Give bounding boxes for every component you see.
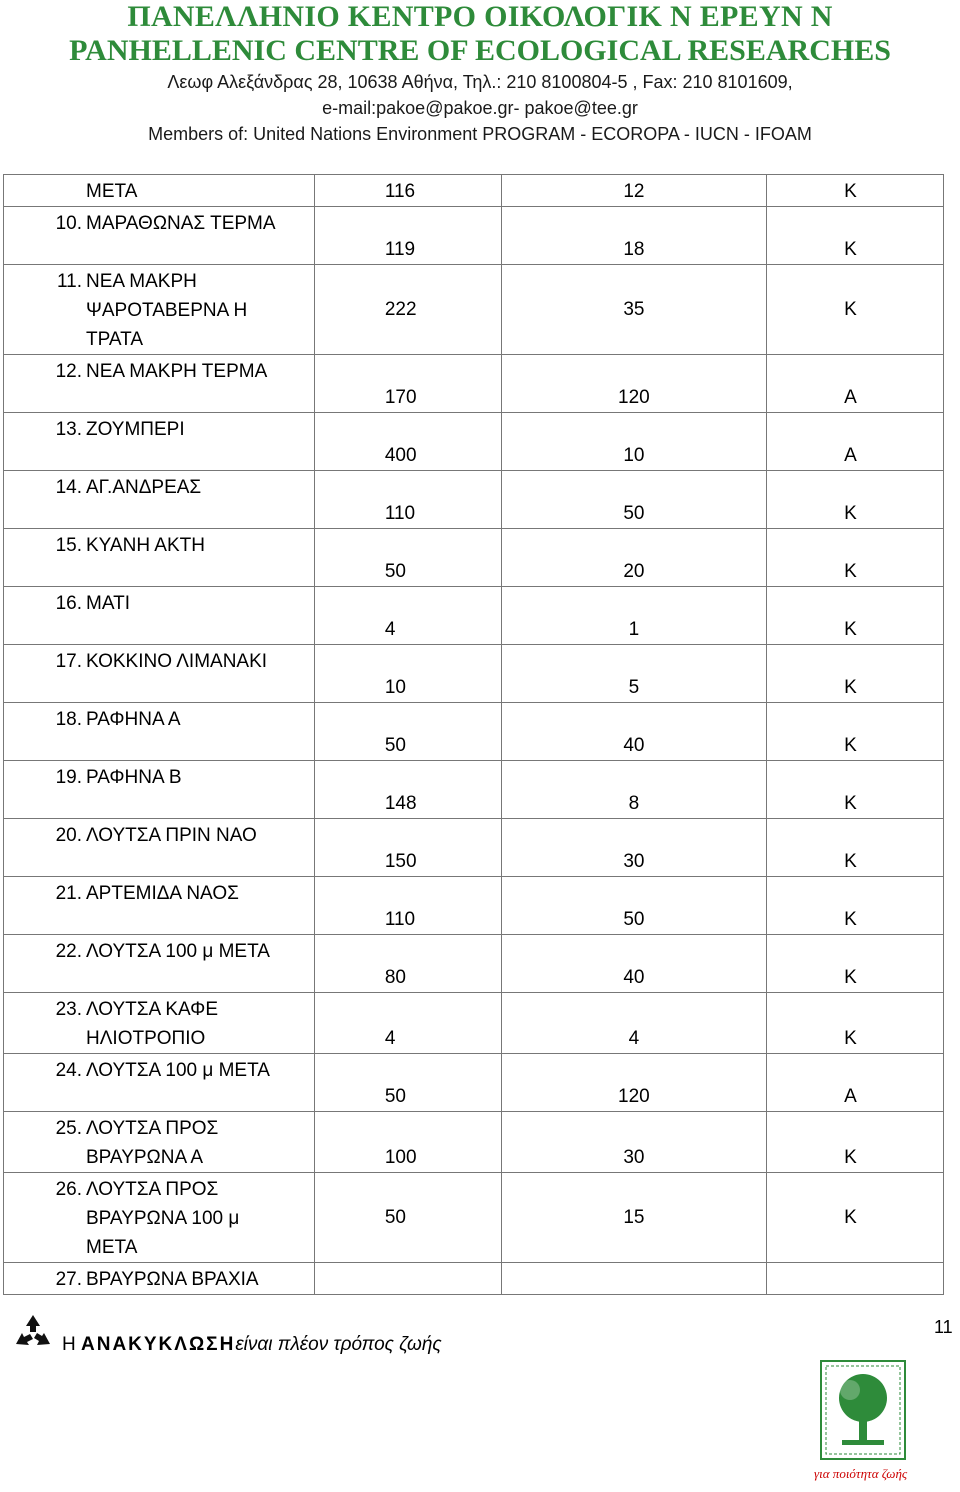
table-row: [4, 819, 944, 877]
value-1-cell: [314, 935, 501, 993]
station-number: 15.: [55, 535, 82, 556]
table-row: [4, 471, 944, 529]
value-1-value: 148: [384, 793, 417, 814]
station-name-cell: [4, 587, 315, 645]
class-cell: [767, 175, 944, 207]
class-cell: [767, 355, 944, 413]
value-1-value: 50: [384, 1207, 406, 1228]
value-2-cell: [501, 355, 767, 413]
value-2-value: 30: [623, 1147, 645, 1168]
station-name-line: ΖΟΥΜΠΕΡΙ: [86, 419, 185, 440]
station-number: 21.: [55, 883, 82, 904]
value-1-value: 4: [384, 1028, 396, 1049]
value-1-value: 50: [384, 1086, 406, 1107]
station-number: 26.: [55, 1179, 82, 1200]
station-name-cell: [4, 265, 315, 355]
value-2-value: 8: [628, 793, 640, 814]
class-cell: [767, 1112, 944, 1173]
station-number: 13.: [55, 419, 82, 440]
value-2-cell: [501, 175, 767, 207]
value-2-cell: [501, 935, 767, 993]
table-body: [4, 175, 944, 1295]
class-cell: [767, 265, 944, 355]
station-name-line: ΛΟΥΤΣΑ ΠΡΟΣ: [86, 1179, 219, 1200]
table-row: [4, 1173, 944, 1263]
class-value: Α: [844, 445, 857, 466]
station-name-line: ΨΑΡΟΤΑΒΕΡΝΑ Η: [86, 300, 248, 321]
page-number: 11: [934, 1317, 953, 1337]
station-name-line: ΛΟΥΤΣΑ ΠΡΟΣ: [86, 1118, 219, 1139]
station-name-line: ΛΟΥΤΣΑ 100 μ ΜΕΤΑ: [86, 1060, 270, 1081]
station-number: 19.: [55, 767, 82, 788]
class-cell: [767, 935, 944, 993]
value-2-cell: [501, 587, 767, 645]
value-1-value: 170: [384, 387, 417, 408]
value-2-value: 35: [623, 299, 645, 320]
class-cell: [767, 413, 944, 471]
station-name-line: ΡΑΦΗΝΑ Α: [86, 709, 181, 730]
table-row: [4, 703, 944, 761]
value-2-cell: [501, 1263, 767, 1295]
class-value: Κ: [844, 1207, 857, 1228]
value-1-cell: [314, 413, 501, 471]
station-number: 23.: [55, 999, 82, 1020]
class-value: Κ: [844, 735, 857, 756]
station-name-line: ΗΛΙΟΤΡΟΠΙΟ: [86, 1028, 206, 1049]
table-row: [4, 529, 944, 587]
value-2-cell: [501, 1173, 767, 1263]
class-cell: [767, 703, 944, 761]
value-2-value: 12: [623, 181, 645, 202]
value-2-value: 18: [623, 239, 645, 260]
value-1-cell: [314, 1173, 501, 1263]
station-name-line: ΒΡΑΥΡΩΝΑ Α: [86, 1147, 203, 1168]
station-name-cell: [4, 935, 315, 993]
table-row: [4, 1263, 944, 1295]
value-1-cell: [314, 207, 501, 265]
station-number: 16.: [55, 593, 82, 614]
table-row: [4, 1112, 944, 1173]
station-number: 11.: [56, 271, 82, 292]
value-2-cell: [501, 1054, 767, 1112]
value-2-value: 15: [623, 1207, 645, 1228]
station-number: [4, 177, 86, 206]
value-1-value: 110: [384, 503, 416, 524]
station-name-line: ΜΕΤΑ: [86, 1237, 138, 1258]
value-2-cell: [501, 645, 767, 703]
class-value: Κ: [844, 503, 857, 524]
value-1-value: 4: [384, 619, 396, 640]
station-name-cell: [4, 703, 315, 761]
table-row: [4, 207, 944, 265]
class-value: Κ: [844, 1028, 857, 1049]
class-cell: [767, 207, 944, 265]
station-number: 10.: [55, 213, 82, 234]
station-name-cell: [4, 1054, 315, 1112]
value-1-value: 50: [384, 561, 406, 582]
station-name-line: ΑΓ.ΑΝΔΡΕΑΣ: [86, 477, 202, 498]
value-2-cell: [501, 1112, 767, 1173]
value-1-value: 116: [384, 181, 416, 202]
value-2-cell: [501, 413, 767, 471]
value-2-cell: [501, 265, 767, 355]
value-2-cell: [501, 703, 767, 761]
station-name-line: ΝΕΑ ΜΑΚΡΗ: [86, 271, 197, 292]
station-name-cell: [4, 175, 315, 207]
station-number: 22.: [55, 941, 82, 962]
value-2-value: 120: [618, 387, 650, 408]
class-value: Κ: [844, 1147, 857, 1168]
station-name-cell: [4, 993, 315, 1054]
class-value: Κ: [844, 967, 857, 988]
class-value: Κ: [844, 239, 857, 260]
value-1-value: 50: [384, 735, 406, 756]
org-address: Λεωφ Αλεξάνδρας 28, 10638 Αθήνα, Τηλ.: 210 8100804-5 , Fax: 210 8101609,: [167, 72, 793, 92]
value-1-cell: [314, 703, 501, 761]
station-name-line: ΤΡΑΤΑ: [86, 329, 143, 350]
class-cell: [767, 1054, 944, 1112]
slogan-tail: είναι πλέον τρόπος ζωής: [235, 1334, 442, 1355]
value-2-value: 5: [628, 677, 640, 698]
class-cell: [767, 1173, 944, 1263]
value-1-cell: [314, 355, 501, 413]
class-value: Α: [844, 387, 857, 408]
station-name-line: ΛΟΥΤΣΑ ΠΡΙΝ ΝΑΟ: [86, 825, 257, 846]
recycling-slogan: [62, 1334, 442, 1356]
class-cell: [767, 645, 944, 703]
table-row: [4, 1054, 944, 1112]
station-name-line: ΚΟΚΚΙΝΟ ΛΙΜΑΝΑΚΙ: [86, 651, 268, 672]
value-1-cell: [314, 761, 501, 819]
station-name-line: ΡΑΦΗΝΑ Β: [86, 767, 182, 788]
class-value: Κ: [844, 851, 857, 872]
value-1-value: 222: [384, 299, 417, 320]
value-2-cell: [501, 877, 767, 935]
value-1-cell: [314, 587, 501, 645]
table-row: [4, 175, 944, 207]
class-value: Κ: [844, 793, 857, 814]
station-name-cell: [4, 207, 315, 265]
org-email: e-mail:pakoe@pakoe.gr- pakoe@tee.gr: [322, 98, 638, 118]
station-number: 12.: [55, 361, 82, 382]
value-2-value: 30: [623, 851, 645, 872]
value-1-cell: [314, 645, 501, 703]
value-2-value: 40: [623, 967, 645, 988]
slogan-recycling: ΑΝΑΚΥΚΛΩΣΗ: [81, 1334, 236, 1355]
station-name-cell: [4, 355, 315, 413]
value-1-cell: [314, 819, 501, 877]
class-cell: [767, 1263, 944, 1295]
value-1-cell: [314, 1054, 501, 1112]
table-row: [4, 265, 944, 355]
station-name-line: ΒΡΑΥΡΩΝΑ 100 μ: [86, 1208, 240, 1229]
measurements-table: [3, 174, 944, 1295]
station-number: 20.: [55, 825, 82, 846]
station-name-cell: [4, 1263, 315, 1295]
station-name-line: ΚΥΑΝΗ ΑΚΤΗ: [86, 535, 205, 556]
value-1-value: 110: [384, 909, 416, 930]
station-number: 14.: [55, 477, 82, 498]
value-2-cell: [501, 207, 767, 265]
station-name-line: ΜΑΤΙ: [86, 593, 130, 614]
station-name-line: ΒΡΑΥΡΩΝΑ ΒΡΑΧΙΑ: [86, 1269, 259, 1290]
quality-tagline: για ποιότητα ζωής: [814, 1466, 908, 1481]
value-1-cell: [314, 993, 501, 1054]
value-1-value: 80: [384, 967, 406, 988]
class-cell: [767, 819, 944, 877]
station-name-line: ΛΟΥΤΣΑ ΚΑΦΕ: [86, 999, 219, 1020]
value-1-value: 150: [384, 851, 417, 872]
value-2-value: 4: [628, 1028, 640, 1049]
org-memberships: Members of: United Nations Environment PROGRAM - ECOROPA - IUCN - IFOAM: [148, 124, 812, 144]
value-1-cell: [314, 265, 501, 355]
class-value: Κ: [844, 619, 857, 640]
table-row: [4, 413, 944, 471]
station-name-cell: [4, 645, 315, 703]
value-2-value: 120: [618, 1086, 650, 1107]
class-value: Α: [844, 1086, 857, 1107]
class-cell: [767, 877, 944, 935]
value-2-value: 40: [623, 735, 645, 756]
class-cell: [767, 587, 944, 645]
value-1-value: 100: [384, 1147, 417, 1168]
class-cell: [767, 761, 944, 819]
table-row: [4, 355, 944, 413]
station-name-cell: [4, 529, 315, 587]
value-2-cell: [501, 993, 767, 1054]
station-number: 17.: [55, 651, 82, 672]
class-cell: [767, 471, 944, 529]
table-row: [4, 761, 944, 819]
class-cell: [767, 993, 944, 1054]
station-name-cell: [4, 471, 315, 529]
value-1-cell: [314, 1263, 501, 1295]
class-value: Κ: [844, 677, 857, 698]
station-name-line: ΜΕΤΑ: [86, 181, 138, 202]
value-1-cell: [314, 529, 501, 587]
tree-logo-icon: [820, 1360, 906, 1460]
value-1-cell: [314, 471, 501, 529]
org-name-greek: ΠΑΝΕΛΛΗΝΙΟ ΚΕΝΤΡΟ ΟΙΚΟΛΟΓΙΚ Ν ΕΡΕΥΝ Ν: [127, 0, 833, 33]
value-1-cell: [314, 877, 501, 935]
slogan-prefix: Η: [62, 1334, 81, 1355]
value-2-value: 20: [623, 561, 645, 582]
value-1-value: 119: [384, 239, 416, 260]
station-name-cell: [4, 877, 315, 935]
table-row: [4, 993, 944, 1054]
table-row: [4, 645, 944, 703]
table-row: [4, 587, 944, 645]
station-name-line: ΝΕΑ ΜΑΚΡΗ ΤΕΡΜΑ: [86, 361, 268, 382]
station-number: 27.: [55, 1269, 82, 1290]
value-2-value: 1: [628, 619, 640, 640]
station-number: 24.: [55, 1060, 82, 1081]
station-name-cell: [4, 1112, 315, 1173]
station-name-line: ΑΡΤΕΜΙΔΑ ΝΑΟΣ: [86, 883, 239, 904]
class-value: Κ: [844, 299, 857, 320]
station-name-cell: [4, 1173, 315, 1263]
class-cell: [767, 529, 944, 587]
station-number: 25.: [55, 1118, 82, 1139]
org-name-english: PANHELLENIC CENTRE OF ECOLOGICAL RESEARCHES: [69, 34, 891, 67]
value-2-value: 50: [623, 503, 645, 524]
recycle-icon: [12, 1312, 54, 1354]
value-2-cell: [501, 761, 767, 819]
class-value: Κ: [844, 181, 857, 202]
value-1-cell: [314, 1112, 501, 1173]
value-2-cell: [501, 471, 767, 529]
table-row: [4, 935, 944, 993]
value-2-cell: [501, 529, 767, 587]
station-number: 18.: [55, 709, 82, 730]
value-2-value: 10: [623, 445, 645, 466]
value-2-cell: [501, 819, 767, 877]
class-value: Κ: [844, 561, 857, 582]
station-name-cell: [4, 819, 315, 877]
value-1-cell: [314, 175, 501, 207]
value-1-value: 10: [384, 677, 406, 698]
station-name-line: ΜΑΡΑΘΩΝΑΣ ΤΕΡΜΑ: [86, 213, 276, 234]
station-name-cell: [4, 761, 315, 819]
value-1-value: 400: [384, 445, 417, 466]
value-2-value: 50: [623, 909, 645, 930]
station-name-cell: [4, 413, 315, 471]
table-row: [4, 877, 944, 935]
class-value: Κ: [844, 909, 857, 930]
station-name-line: ΛΟΥΤΣΑ 100 μ ΜΕΤΑ: [86, 941, 270, 962]
